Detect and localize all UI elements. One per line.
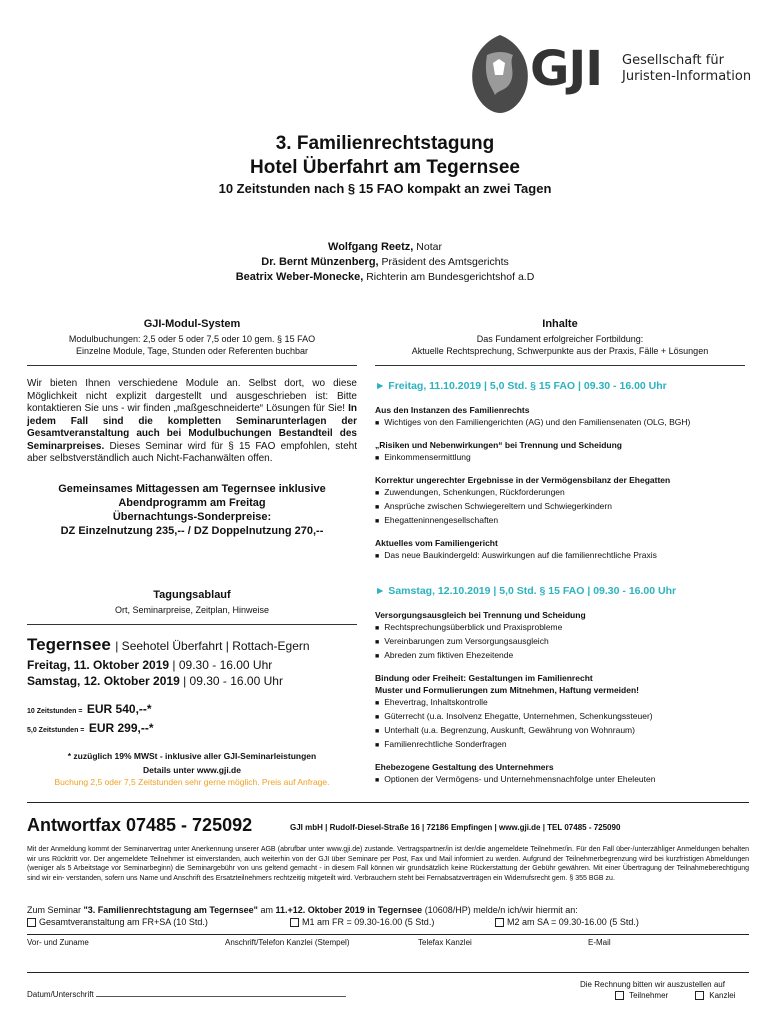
modul-heading: GJI-Modul-System bbox=[143, 318, 241, 330]
option-m1[interactable]: M1 am FR = 09.30-16.00 (5 Std.) bbox=[290, 916, 434, 928]
inhalte-sub-2: Aktuelle Rechtsprechung, Schwerpunkte aus der Praxis, Fälle + Lösungen bbox=[375, 345, 745, 366]
inhalte-heading: Inhalte bbox=[542, 318, 578, 330]
company-address: GJI mbH | Rudolf-Diesel-Straße 16 | 72186 Empfingen | www.gji.de | TEL 07485 - 725090 bbox=[290, 823, 621, 832]
logo-line-2: Juristen-Information bbox=[622, 69, 752, 84]
fax-title: Antwortfax 07485 - 725092 bbox=[27, 815, 253, 835]
topic-block: Ehebezogene Gestaltung des Unternehmers ■ Optionen der Vermögens- und Unternehmensnachfolge unter Eheleuten bbox=[375, 761, 745, 787]
checkbox[interactable] bbox=[27, 918, 36, 927]
speaker: Wolfgang Reetz, Notar bbox=[328, 241, 442, 253]
topic-block: Versorgungsausgleich bei Trennung und Scheidung ■ Rechtsprechungsüberblick und Praxisprobleme ■ Vereinbarungen zum Versorgungsausgleich ■ Abreden zum fiktiven Ehezeitende bbox=[375, 609, 745, 663]
field-address[interactable]: Anschrift/Telefon Kanzlei (Stempel) bbox=[225, 938, 350, 947]
page-title: 3. Familienrechtstagung bbox=[275, 133, 495, 154]
option-full[interactable]: Gesamtveranstaltung am FR+SA (10 Std.) bbox=[27, 916, 208, 928]
logo-subtitle bbox=[622, 53, 751, 85]
lunch-info: Gemeinsames Mittagessen am Tegernsee inklusive Abendprogramm am Freitag Übernachtungs-Sonderpreise: DZ Einzelnutzung 235,-- / DZ Doppelnutzung 270,-- bbox=[58, 482, 326, 537]
gji-logo bbox=[500, 41, 760, 105]
booking-note: Buchung 2,5 oder 7,5 Zeitstunden sehr gerne möglich. Preis auf Anfrage. bbox=[54, 777, 330, 787]
modul-sub-2: Einzelne Module, Tage, Stunden oder Referenten buchbar bbox=[27, 345, 357, 366]
page-subtitle: Hotel Überfahrt am Tegernsee bbox=[250, 157, 520, 178]
divider bbox=[27, 802, 749, 803]
invoice-label: Die Rechnung bitten wir auszustellen auf bbox=[580, 980, 725, 989]
ablauf-section bbox=[27, 589, 357, 787]
modul-body: Wir bieten Ihnen verschiedene Module an. Selbst dort, wo diese Möglichkeit nicht explizit dargestellt und ausgeschrieben ist: Bitte kontaktieren Sie uns - wir finden „maßgeschneiderte“ Lösungen für Sie! In jedem Fall sind die kompletten Seminarunterlagen der Gesamtveranstaltung auch bei Modulbuchungen Bestandteil des Seminarpreises. Dieses Seminar wird für § 15 FAO empfohlen, steht aber selbstverständlich auch Nicht-Fachanwälten offen. bbox=[27, 378, 357, 464]
checkbox[interactable] bbox=[695, 991, 704, 1000]
checkbox[interactable] bbox=[495, 918, 504, 927]
ablauf-sub: Ort, Seminarpreise, Zeitplan, Hinweise bbox=[27, 604, 357, 625]
price-notes: * zuzüglich 19% MWSt - inklusive aller GJI-Seminarleistungen Details unter www.gji.de bbox=[67, 751, 317, 775]
logo-line-1: Gesellschaft für bbox=[622, 53, 724, 68]
topic-block: Korrektur ungerechter Ergebnisse in der Vermögensbilanz der Ehegatten ■ Zuwendungen, Schenkungen, Rückforderungen ■ Ansprüche zwischen Schwiegereltern und Schwiegerkindern ■ Ehegatteninnengesellschaften bbox=[375, 474, 745, 528]
venue: Tegernsee | Seehotel Überfahrt | Rottach-Egern bbox=[27, 635, 310, 654]
checkbox[interactable] bbox=[290, 918, 299, 927]
inhalte-section bbox=[375, 318, 745, 787]
field-email[interactable]: E-Mail bbox=[588, 938, 611, 947]
modul-sub-1: Modulbuchungen: 2,5 oder 5 oder 7,5 oder 10 gem. § 15 FAO bbox=[68, 334, 316, 344]
invoice-firm[interactable]: Kanzlei bbox=[695, 991, 735, 1000]
divider bbox=[27, 934, 749, 935]
page-tagline: 10 Zeitstunden nach § 15 FAO kompakt an zwei Tagen bbox=[218, 181, 552, 196]
logo-text: GJI bbox=[530, 41, 603, 97]
signup-line: Zum Seminar "3. Familienrechtstagung am Tegernsee" am 11.+12. Oktober 2019 in Tegernsee (10608/HP) melde/n ich/wir hiermit an: bbox=[27, 905, 578, 915]
inhalte-sub-1: Das Fundament erfolgreicher Fortbildung: bbox=[476, 334, 644, 344]
option-m2[interactable]: M2 am SA = 09.30-16.00 (5 Std.) bbox=[495, 916, 639, 928]
signature-field[interactable]: Datum/Unterschrift bbox=[27, 990, 346, 999]
topic-block: Aktuelles vom Familiengericht ■ Das neue Baukindergeld: Auswirkungen auf die familienrechtliche Praxis bbox=[375, 537, 745, 563]
modul-section bbox=[27, 318, 357, 538]
divider bbox=[27, 972, 749, 973]
topic-block: Aus den Instanzen des Familienrechts ■ Wichtiges von den Familiengerichten (AG) und den Familiensenaten (OLG, BGH) bbox=[375, 404, 745, 430]
speaker: Dr. Bernt Münzenberg, Präsident des Amtsgerichts bbox=[261, 256, 509, 268]
speaker: Beatrix Weber-Monecke, Richterin am Bundesgerichtshof a.D bbox=[235, 271, 535, 283]
ablauf-heading: Tagungsablauf bbox=[153, 589, 231, 601]
topic-block: Bindung oder Freiheit: Gestaltungen im Familienrecht Muster und Formulierungen zum Mitnehmen, Haftung vermeiden! ■ Ehevertrag, Inhaltskontrolle ■ Güterrecht (u.a. Insolvenz Ehegatte, Unternehmen, Schenkungssteuer) ■ Unterhalt (u.a. Begrenzung, Auskunft, Gewährung von Wohnraum) ■ Familienrechtliche Sonderfragen bbox=[375, 672, 745, 752]
logo-mark-icon bbox=[465, 33, 535, 115]
invoice-participant[interactable]: Teilnehmer bbox=[615, 991, 668, 1000]
day2-heading: ► Samstag, 12.10.2019 | 5,0 Std. § 15 FAO | 09.30 - 16.00 Uhr bbox=[375, 585, 677, 597]
speaker-list bbox=[0, 240, 770, 285]
prices: 10 Zeitstunden = EUR 540,--* 5,0 Zeitstunden = EUR 299,--* bbox=[27, 702, 154, 735]
dates: Freitag, 11. Oktober 2019 | 09.30 - 16.00 Uhr Samstag, 12. Oktober 2019 | 09.30 - 16.00 Uhr bbox=[27, 658, 283, 688]
day1-heading: ► Freitag, 11.10.2019 | 5,0 Std. § 15 FAO | 09.30 - 16.00 Uhr bbox=[375, 380, 667, 392]
legal-text: Mit der Anmeldung kommt der Seminarvertrag unter Anerkennung unserer AGB (abrufbar unter www.gji.de) zustande. Vertragspartner/in ist der/die angemeldete Teilnehmer/in. Für den Fall über-/unterzähliger Anmeldungen behalten wir uns Rücktritt vor. Der angemeldete Teilnehmer ist einverstanden, auch weiterhin von der GJI über Seminare per Post, Fax und Mail informiert zu werden. Aufgrund der Teilnehmerbegrenzung wird bei kurzfristigen Abmeldungen (weniger als 5 Arbeitstage vor Seminarbeginn) die Seminargebühr von uns geltend gemacht - in diesem Fall können wir grundsätzlich keine Rückerstattung der Gebühr gewähren. Mit einer Übertragung der Teilnahmeberechtigung sind wir ein- verstanden, sofern uns Name und Anschrift des Ersatzteilnehmers rechtzeitig mitgeteilt wird. Verbrauchern steht bei Fernabsatzverträgen ein Widerrufsrecht gem. § 355 BGB zu. bbox=[27, 846, 749, 882]
checkbox[interactable] bbox=[615, 991, 624, 1000]
field-name[interactable]: Vor- und Zuname bbox=[27, 938, 89, 947]
topic-block: „Risiken und Nebenwirkungen“ bei Trennung und Scheidung ■ Einkommensermittlung bbox=[375, 439, 745, 465]
field-fax[interactable]: Telefax Kanzlei bbox=[418, 938, 472, 947]
